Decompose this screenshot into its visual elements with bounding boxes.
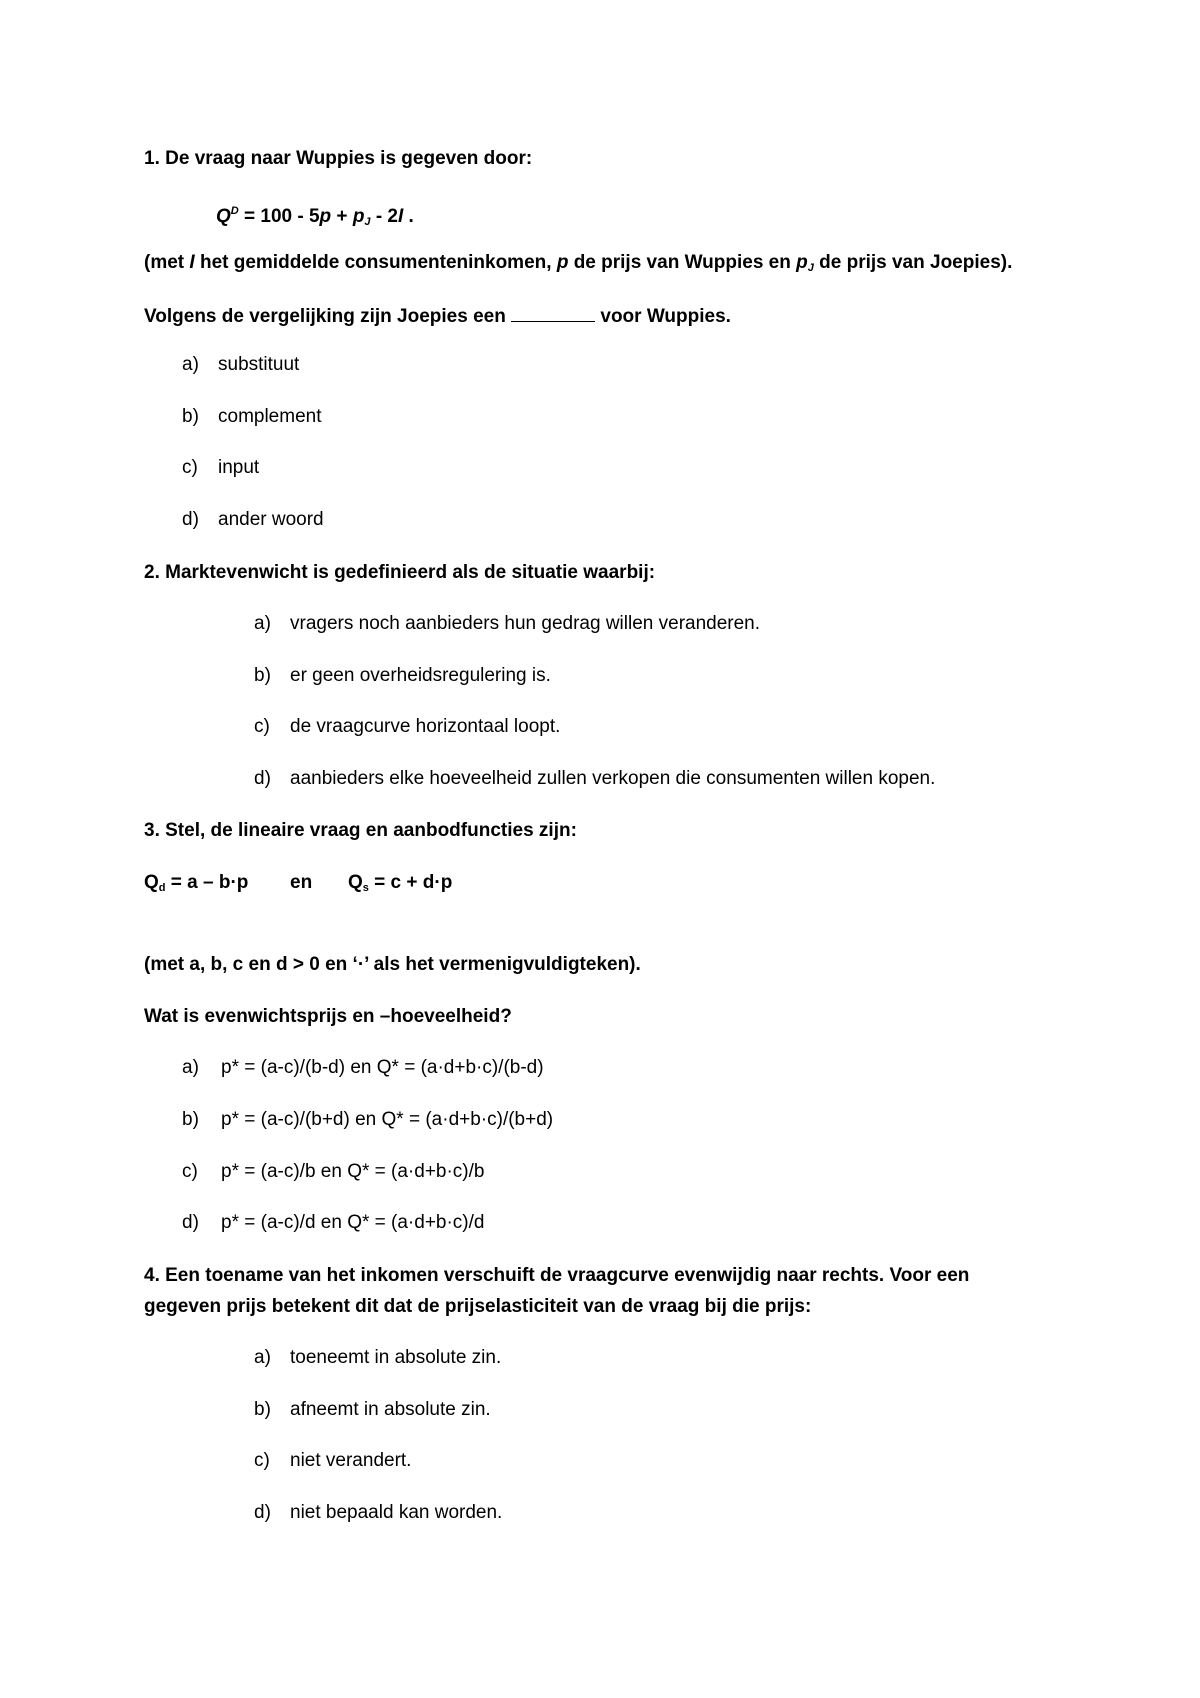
q4-option-b-text: afneemt in absolute zin. xyxy=(290,1399,491,1420)
q1-option-d: d) xyxy=(182,509,199,530)
q3-ask: Wat is evenwichtsprijs en –hoeveelheid? xyxy=(144,1006,512,1027)
q2-option-a: a) xyxy=(254,613,271,634)
q4-question-line-1: 4. Een toename van het inkomen verschuift de vraagcurve evenwijdig naar rechts. Voor een xyxy=(144,1265,970,1286)
q2-option-b: b) xyxy=(254,665,271,686)
q3-note: (met a, b, c en d > 0 en ‘·’ als het vermenigvuldigteken). xyxy=(144,954,641,975)
q2-option-b-text: er geen overheidsregulering is. xyxy=(290,665,551,686)
q3-option-a: a) xyxy=(182,1057,199,1078)
q1-option-a-text: substituut xyxy=(218,354,300,375)
q4-question-line-2: gegeven prijs betekent dit dat de prijselasticiteit van de vraag bij die prijs: xyxy=(144,1296,812,1317)
q1-option-b-text: complement xyxy=(218,406,322,427)
q1-option-d-text: ander woord xyxy=(218,509,324,530)
q4-option-d: d) xyxy=(254,1502,271,1523)
q4-option-a: a) xyxy=(254,1347,271,1368)
q4-option-c: c) xyxy=(254,1450,270,1471)
q2-option-c: c) xyxy=(254,716,270,737)
q1-option-c-text: input xyxy=(218,457,260,478)
q4-option-a-text: toeneemt in absolute zin. xyxy=(290,1347,502,1368)
q2-option-a-text: vragers noch aanbieders hun gedrag willen veranderen. xyxy=(290,613,761,634)
q2-option-c-text: de vraagcurve horizontaal loopt. xyxy=(290,716,561,737)
q1-option-c: c) xyxy=(182,457,198,478)
q1-option-b: b) xyxy=(182,406,199,427)
q3-option-d: d) xyxy=(182,1212,199,1233)
q2-question: 2. Marktevenwicht is gedefinieerd als de situatie waarbij: xyxy=(144,562,656,583)
q1-formula: $Q^D = 100 - 5p + p_J - 2I$ . xyxy=(216,205,414,228)
q3-option-b: b) xyxy=(182,1109,199,1130)
q3-option-c-text: p* = (a-c)/b en Q* = (a·d+b·c)/b xyxy=(221,1161,485,1182)
q4-option-b: b) xyxy=(254,1399,271,1420)
fill-in-blank xyxy=(511,303,595,322)
q3-option-a-text: p* = (a-c)/(b-d) en Q* = (a·d+b·c)/(b-d) xyxy=(221,1057,544,1078)
q4-option-c-text: niet verandert. xyxy=(290,1450,412,1471)
q3-supply-equation: $Q_s = c + d\cdot p$ xyxy=(348,872,453,894)
q2-option-d: d) xyxy=(254,768,271,789)
q1-question: 1. De vraag naar Wuppies is gegeven door: xyxy=(144,148,533,169)
q3-option-d-text: p* = (a-c)/d en Q* = (a·d+b·c)/d xyxy=(221,1212,485,1233)
q3-equation-connector: en xyxy=(290,872,313,893)
q3-question: 3. Stel, de lineaire vraag en aanbodfuncties zijn: xyxy=(144,820,577,841)
q1-note: (met I het gemiddelde consumenteninkomen, p de prijs van Wuppies en $p_J$ de prijs van Joepies). xyxy=(144,252,1013,274)
q3-demand-equation: $Q_d = a - b\cdot p$ xyxy=(144,872,249,894)
q4-option-d-text: niet bepaald kan worden. xyxy=(290,1502,503,1523)
q3-option-b-text: p* = (a-c)/(b+d) en Q* = (a·d+b·c)/(b+d) xyxy=(221,1109,554,1130)
q3-option-c: c) xyxy=(182,1161,198,1182)
q1-statement: Volgens de vergelijking zijn Joepies een voor Wuppies. xyxy=(144,303,731,329)
q2-option-d-text: aanbieders elke hoeveelheid zullen verkopen die consumenten willen kopen. xyxy=(290,768,936,789)
q1-option-a: a) xyxy=(182,354,199,375)
